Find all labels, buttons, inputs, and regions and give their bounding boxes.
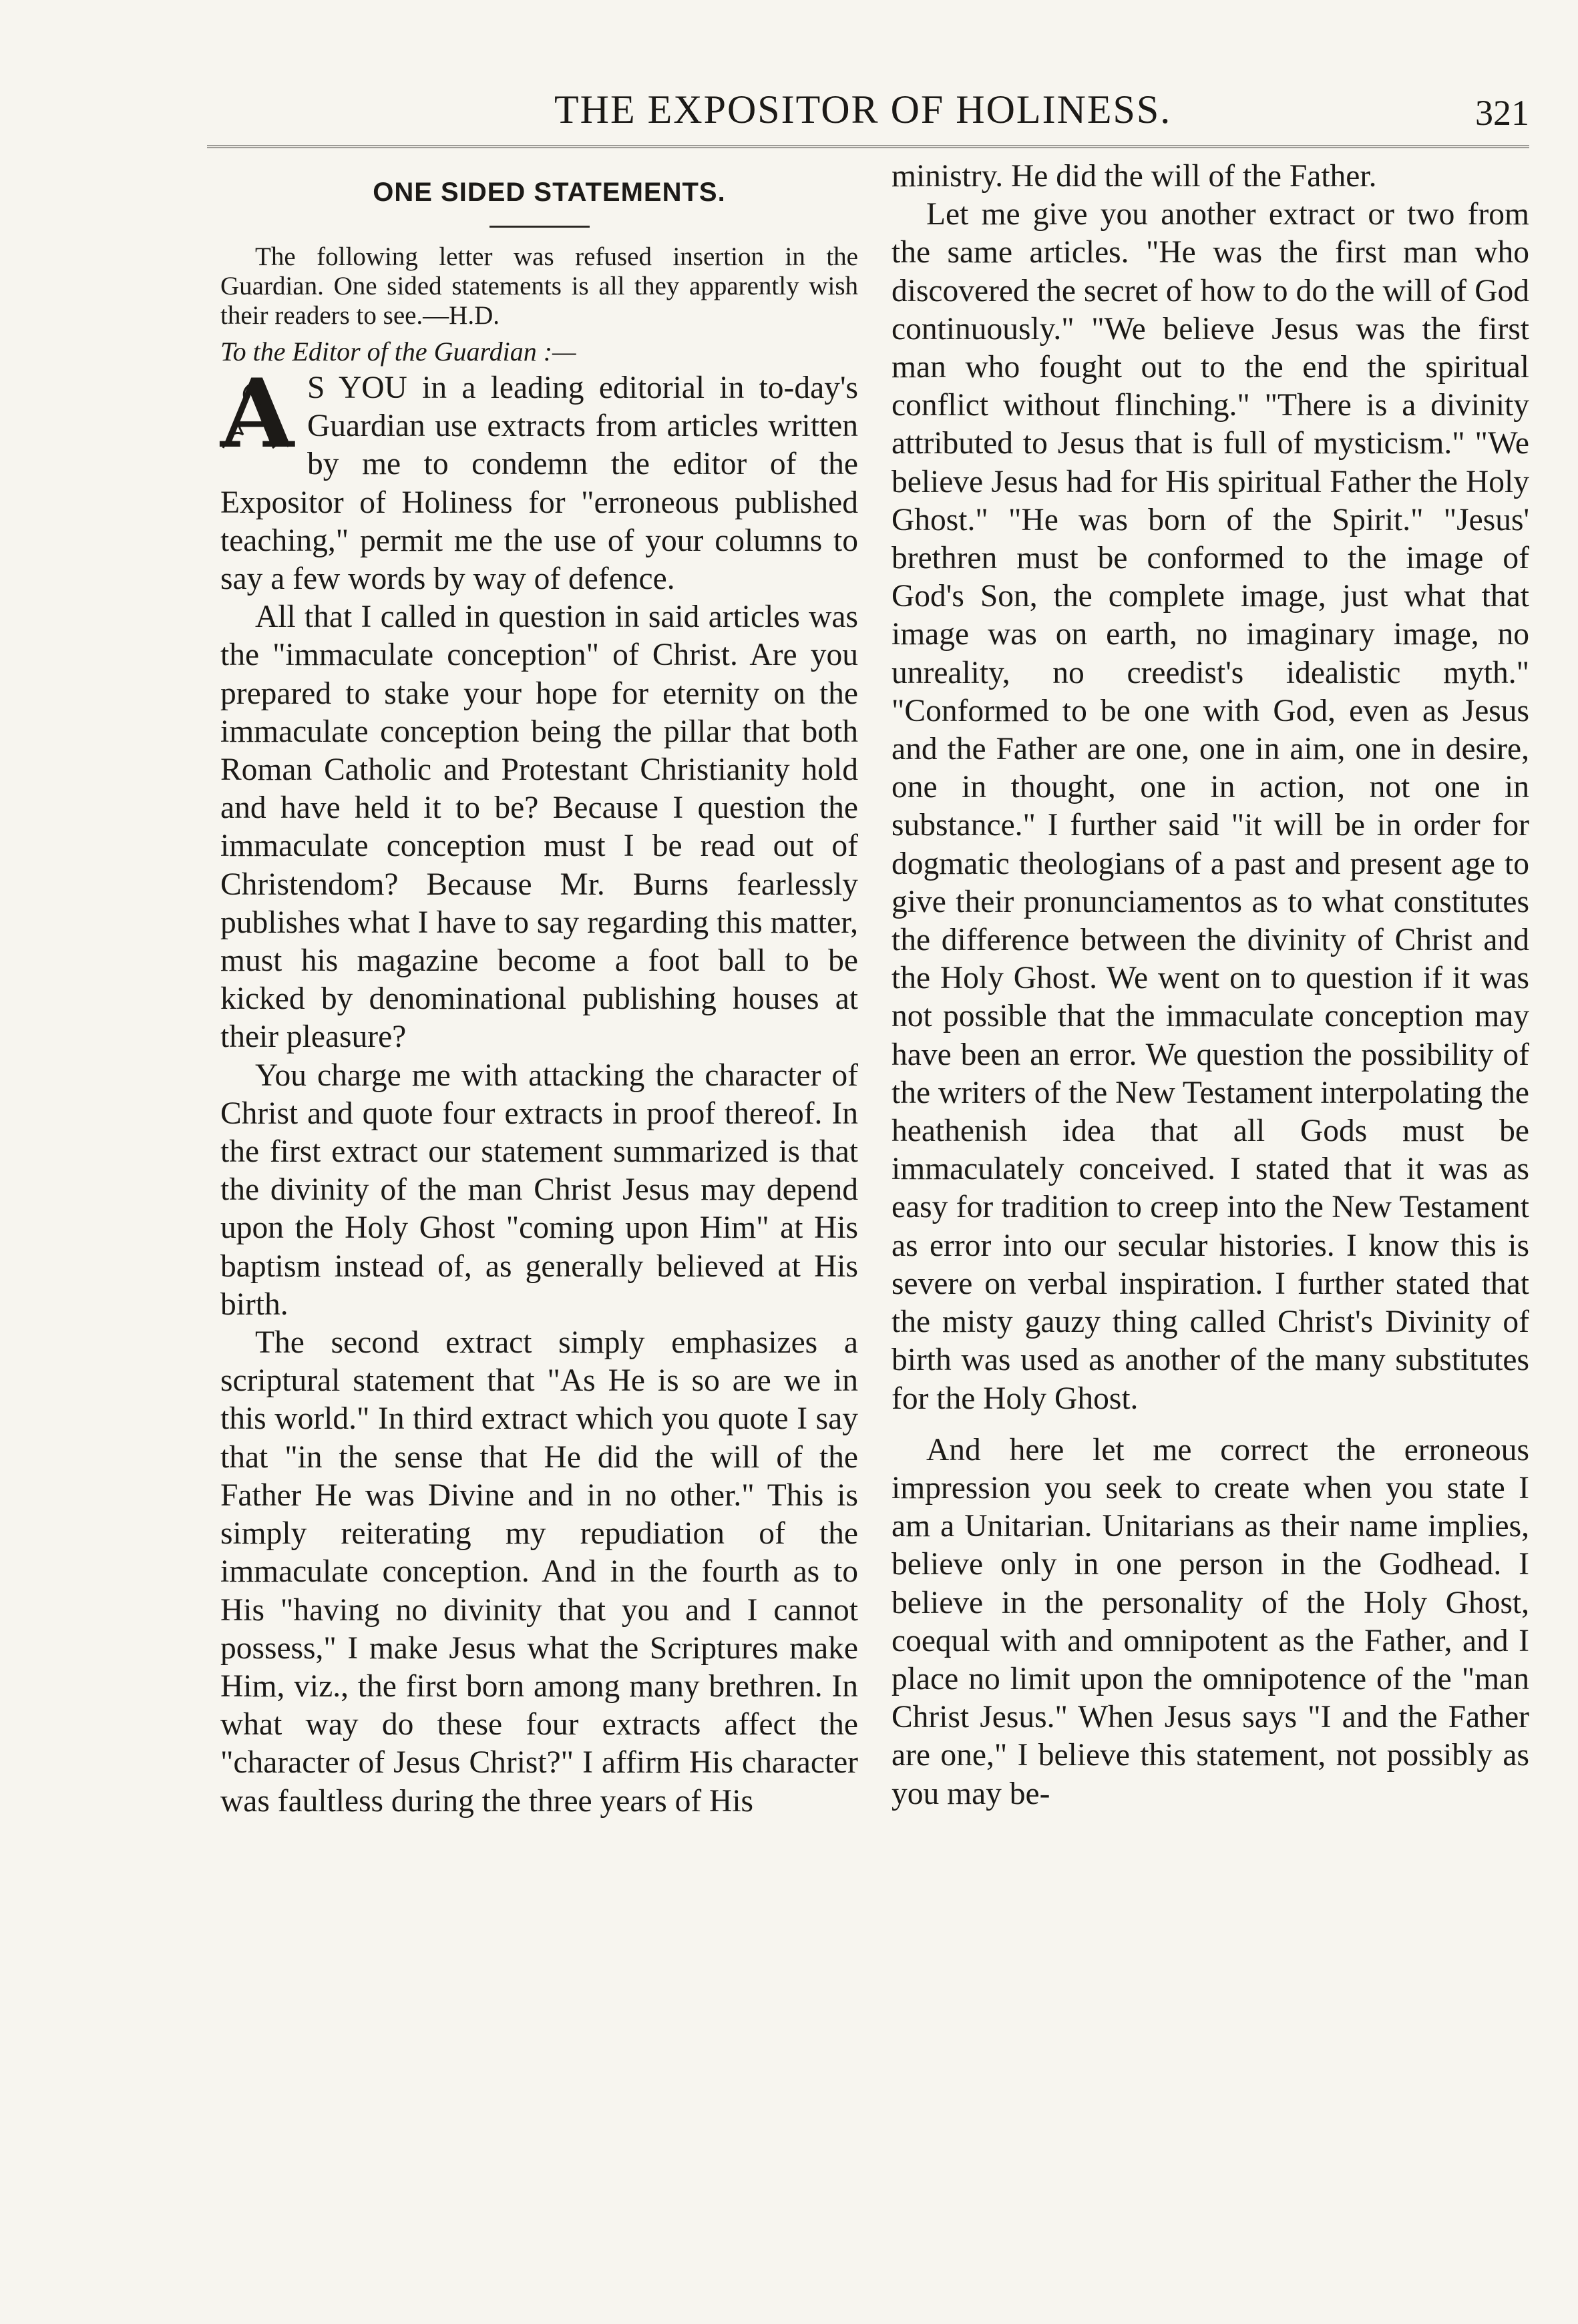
drop-cap-flourish-icon xyxy=(219,375,292,455)
header-rule xyxy=(207,146,1529,148)
drop-cap-letter: A xyxy=(220,359,294,469)
paragraph-4: The second extract simply emphasizes a scriptural statement that "As He is so are we in this world." In third extract which you quote I say that "in the sense that He did the will of the Father He was Divine and in no other." This is simply reiterating my repudiation of the immaculate conception. And in the fourth as to His "having no divinity that you and I cannot possess," I make Jesus what the Scriptures make Him, viz., the first born among many brethren. In what way do these four extracts affect the "character of Jesus Christ?" I affirm His character was faultless during the three years of His xyxy=(220,1325,858,1819)
salutation: To the Editor of the Guardian :— xyxy=(220,336,576,367)
paragraph-4-continued: ministry. He did the will of the Father. xyxy=(892,159,1377,194)
left-column xyxy=(220,154,858,1821)
paragraph-1-text: S YOU in a leading editorial in to-day's Guardian use extracts from articles written by me to condemn the editor of the Expositor of Holiness for "erroneous published teaching," permit me the use of your columns to say a few words by way of defence. xyxy=(220,371,858,597)
intro-note: The following letter was refused insertion in the Guardian. One sided statements is all they apparently wish their readers to see.—H.D. xyxy=(220,242,858,330)
paragraph-5: Let me give you another extract or two from the same articles. "He was the first man who discovered the secret of how to do the will of God continuously." "We believe Jesus was the first man who fought out to the end the spiritual conflict without flinching." "There is a divinity attributed to Jesus that is full of mysticism." "We believe Jesus had for His spiritual Father the Holy Ghost." "He was born of the Spirit." "Jesus' brethren must be conformed to the image of God's Son, the complete image, just what that image was on earth, no imaginary image, no unreality, no creedist's idealistic myth." "Conformed to be one with God, even as Jesus and the Father are one, one in aim, one in desire, one in thought, one in action, not one in substance." I further said "it will be in order for dogmatic theologians of a past and present age to give their pronunciamentos as to what constitutes the difference between the divinity of Christ and the Holy Ghost. We went on to question if it was not possible that the immaculate conception may have been an error. We question the possibility of the writers of the New Testament interpolating the heathenish idea that all Gods must be immaculately conceived. I stated that it was as easy for tradition to creep into the New Testament as error into our secular histories. I know this is severe on verbal inspiration. I further stated that the misty gauzy thing called Christ's Divinity of birth was used as another of the many substitutes for the Holy Ghost. xyxy=(892,197,1529,1416)
paragraph-6: And here let me correct the erroneous impression you seek to create when you state I am a Unitarian. Unitarians as their name implies, believe only in one person in the Godhead. I believe in the personality of the Holy Ghost, coequal with and omnipotent as the Father, and I place no limit upon the omnipotence of the "man Christ Jesus." When Jesus says "I and the Father are one," I believe this statement, not possibly as you may be- xyxy=(892,1432,1529,1811)
paragraph-3: You charge me with attacking the character of Christ and quote four extracts in proof thereof. In the first extract our statement summarized is that the divinity of the man Christ Jesus may depend upon the Holy Ghost "coming upon Him" at His baptism instead of, as generally believed at His birth. xyxy=(220,1058,858,1322)
page-number: 321 xyxy=(1475,93,1529,133)
title-rule xyxy=(489,226,590,228)
drop-cap xyxy=(220,359,294,469)
article-title: ONE SIDED STATEMENTS. xyxy=(373,178,726,207)
running-head xyxy=(207,87,1529,147)
right-column xyxy=(892,158,1529,1813)
journal-title: THE EXPOSITOR OF HOLINESS. xyxy=(554,87,1172,132)
paragraph-1 xyxy=(220,359,858,598)
paragraph-2: All that I called in question in said articles was the "immaculate conception" of Christ. Are you prepared to stake your hope for eternity on the immaculate conception being the pillar that both Roman Catholic and Protestant Christianity hold and have held it to be? Because I question the immaculate conception must I be read out of Christendom? Because Mr. Burns fearlessly publishes what I have to say regarding this matter, must his magazine become a foot ball to be kicked by denominational publishing houses at their pleasure? xyxy=(220,600,858,1055)
